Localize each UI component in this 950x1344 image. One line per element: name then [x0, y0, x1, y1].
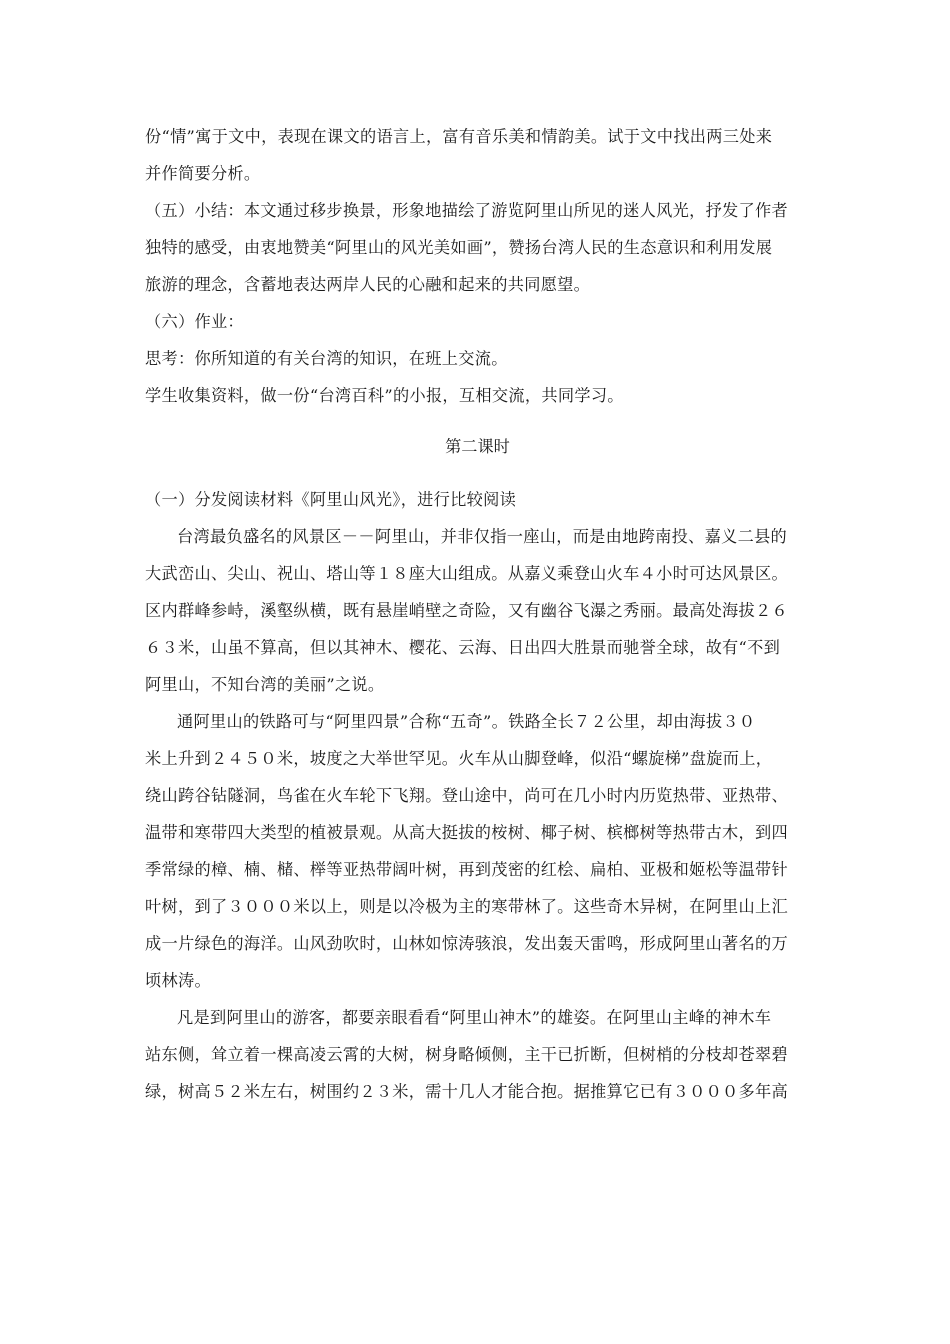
text-line: 站东侧，耸立着一棵高凌云霄的大树，树身略倾侧，主干已折断，但树梢的分枝却苍翠碧	[145, 1045, 789, 1064]
section-title: （一）分发阅读材料《阿里山风光》，进行比较阅读	[145, 490, 517, 509]
homework-title: （六）作业：	[145, 312, 244, 331]
text-line: 顷林涛。	[145, 971, 211, 990]
reading-paragraph-3	[145, 999, 810, 1110]
text-line: 叶树，到了３０００米以上，则是以冷极为主的寒带林了。这些奇木异树，在阿里山上汇	[145, 897, 789, 916]
homework-item: 学生收集资料，做一份“台湾百科”的小报，互相交流，共同学习。	[145, 386, 624, 405]
text-line: 季常绿的樟、楠、槠、榉等亚热带阔叶树，再到茂密的红桧、扁柏、亚极和姬松等温带针	[145, 860, 789, 879]
text-line: 绿，树高５２米左右，树围约２３米，需十几人才能合抱。据推算它已有３０００多年高	[145, 1082, 789, 1101]
text-line: 凡是到阿里山的游客，都要亲眼看看“阿里山神木”的雄姿。在阿里山主峰的神木车	[177, 1008, 772, 1027]
reading-paragraph-2	[145, 703, 810, 999]
text-line: 温带和寒带四大类型的植被景观。从高大挺拔的桉树、椰子树、槟榔树等热带古木，到四	[145, 823, 789, 842]
text-line: 独特的感受，由衷地赞美“阿里山的风光美如画”，赞扬台湾人民的生态意识和利用发展	[145, 238, 773, 257]
summary-paragraph	[145, 192, 810, 303]
text-line: 绕山跨谷钻隧洞，鸟雀在火车轮下飞翔。登山途中，尚可在几小时内历览热带、亚热带、	[145, 786, 789, 805]
intro-paragraph	[145, 118, 810, 192]
text-line: 成一片绿色的海洋。山风劲吹时，山林如惊涛骇浪，发出轰天雷鸣，形成阿里山著名的万	[145, 934, 789, 953]
text-line: 份“情”寓于文中，表现在课文的语言上，富有音乐美和情韵美。试于文中找出两三处来	[145, 127, 773, 146]
document-page	[145, 118, 810, 1110]
text-line: 区内群峰参峙，溪壑纵横，既有悬崖峭壁之奇险，又有幽谷飞瀑之秀丽。最高处海拔２６	[145, 601, 789, 620]
homework-section	[145, 303, 810, 414]
lesson-heading: 第二课时	[445, 437, 510, 456]
text-line: 并作简要分析。	[145, 164, 261, 183]
text-line: 旅游的理念，含蓄地表达两岸人民的心融和起来的共同愿望。	[145, 275, 591, 294]
text-line: 大武峦山、尖山、祝山、塔山等１８座大山组成。从嘉义乘登山火车４小时可达风景区。	[145, 564, 789, 583]
text-line: 台湾最负盛名的风景区－－阿里山，并非仅指一座山，而是由地跨南投、嘉义二县的	[177, 527, 788, 546]
text-line: （五）小结：本文通过移步换景，形象地描绘了游览阿里山所见的迷人风光，抒发了作者	[145, 201, 789, 220]
text-line: 米上升到２４５０米，坡度之大举世罕见。火车从山脚登峰，似沿“螺旋梯”盘旋而上，	[145, 749, 773, 768]
homework-item: 思考：你所知道的有关台湾的知识，在班上交流。	[145, 349, 508, 368]
text-line: ６３米，山虽不算高，但以其神木、樱花、云海、日出四大胜景而驰誉全球，故有“不到	[145, 638, 781, 657]
text-line: 阿里山，不知台湾的美丽”之说。	[145, 675, 385, 694]
reading-paragraph-1	[145, 518, 810, 703]
text-line: 通阿里山的铁路可与“阿里四景”合称“五奇”。铁路全长７２公里，却由海拔３０	[177, 712, 756, 731]
